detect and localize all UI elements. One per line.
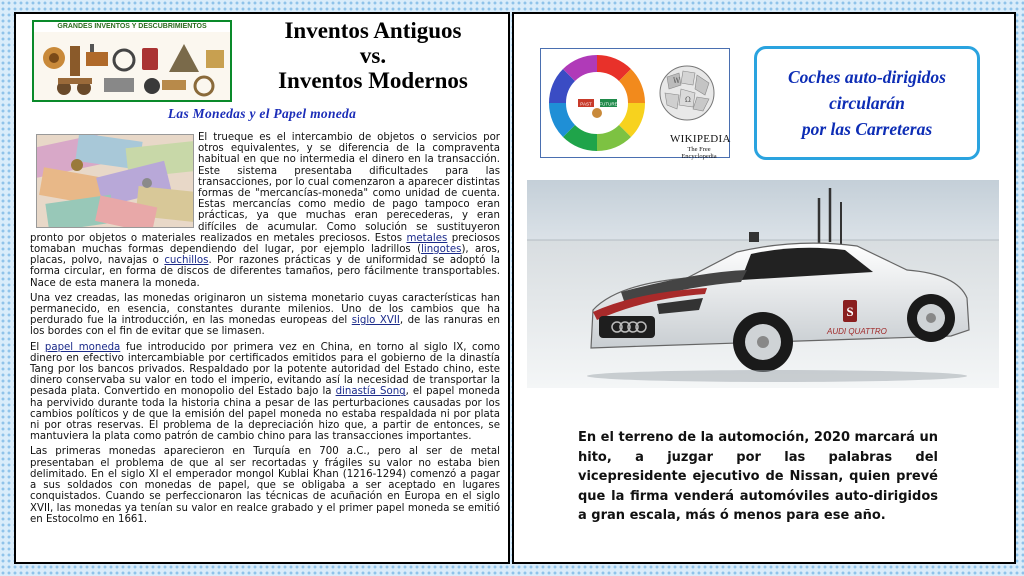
wikipedia-tagline: The Free Encyclopedia	[681, 146, 717, 160]
car-article-text: En el terreno de la automoción, 2020 marcará un hito, a juzgar por las palabras del vicepresidente ejecutivo de Nissan, quien prevé que la firma venderá automóviles auto-dirigidos a gran escala, más ó menos para ese año.	[578, 430, 938, 523]
headline-line-1: Coches auto-dirigidos	[787, 67, 946, 87]
article-paragraph-2: Una vez creadas, las monedas originaron un sistema monetario cuyas características han permanecido, en esencia, constantes durante milenios. Uno de los cambios que ha perdurado fue la introducción, en las monedas europeas del siglo XVII, de las ranuras en los bordes con el fin de evitar que se limasen.	[30, 292, 500, 338]
title-line-3: Inventos Modernos	[278, 68, 468, 93]
svg-text:S: S	[846, 304, 854, 319]
banner-title: GRANDES INVENTOS Y DESCUBRIMIENTOS	[57, 23, 207, 30]
wikipedia-name: WIKIPEDIA	[670, 133, 731, 145]
link-metales[interactable]: metales	[406, 232, 448, 244]
svg-text:Ω: Ω	[685, 96, 691, 104]
headline-box	[754, 46, 980, 160]
title-line-2: vs.	[359, 43, 387, 68]
logo-past-label: PAST	[580, 101, 592, 107]
link-dinastia-song[interactable]: dinastía Song	[335, 386, 406, 398]
car-side-label: AUDI QUATTRO	[827, 327, 887, 336]
link-lingotes[interactable]: lingotes	[421, 244, 462, 256]
article-paragraph-3: El papel moneda fue introducido por primera vez en China, en torno al siglo IX, como dinero en efectivo intercambiable por certificados emitidos para el gobierno de la dinastía Tang por los bancos privados. Respaldado por la potente autoridad del Estado chino, este dinero conservaba su valor en todo el imperio, evitando así la necesidad de transportar la pesada plata. Convertido en monopolio del Estado bajo la dinastía Song, el papel moneda ha pervivido durante toda la historia china a pesar de las perturbaciones causadas por los cambios políticos y de que la emisión del papel moneda no estaba respaldada ni por plata ni por otras reservas. El problema de la depreciación hizo que, a partir de entonces, se mantuviera la plata como patrón de cambio chino para las transacciones importantes.	[30, 341, 501, 443]
inventions-illustration	[34, 32, 230, 100]
inventions-banner-image	[32, 20, 232, 102]
link-papel-moneda[interactable]: papel moneda	[44, 341, 121, 353]
logo-future-label: FUTURE	[599, 101, 618, 107]
article-paragraph-4: Las primeras monedas aparecieron en Turquía en 700 a.C., pero al ser de metal presentaban el problema de que al ser recortadas y frágiles su valor no estaba bien delimitado. En el siglo XI el emperador mongol Kublai Khan (1216-1294) comenzó a pagar a sus soldados con monedas de papel, que se obligaba a ser aceptado en lugares conquistados. Cuando se perfeccionaron las técnicas de acuñación en Europa en el siglo XVII, las monedas ya tenían su valor en realce grabado y el primer papel moneda se emitió en Estocolmo en 1661.	[30, 446, 500, 525]
wikipedia-wordmark	[670, 133, 731, 160]
link-cuchillos[interactable]: cuchillos	[164, 255, 209, 267]
section-subtitle: Las Monedas y el Papel moneda	[167, 106, 357, 121]
page-title	[242, 18, 504, 93]
link-siglo-xvii[interactable]: siglo XVII	[351, 315, 400, 327]
right-page	[512, 12, 1016, 564]
headline-line-3: por las Carreteras	[801, 119, 933, 139]
self-driving-car-photo	[527, 180, 999, 388]
headline-line-2: circularán	[829, 93, 905, 113]
left-page	[14, 12, 510, 564]
headline	[788, 64, 946, 142]
article-paragraph-1: El trueque es el intercambio de objetos o servicios por otros equivalentes, y se diferencia de la compraventa habitual en que no intermedia el dinero en la transacción. Este sistema presentaba dificultades para las transacciones, por lo cual comenzaron a aparecer distintas formas de "mercancías-moneda" como unidad de cuenta. Estas mercancías como medio de pago tampoco eran prácticas, ya que muchas eran perecederas, y eran difíciles de acumular. Como solución se sustituyeron pronto por objetos o materiales realizados en metales preciosos. Estos metales preciosos tomaban muchas formas dependiendo del lugar, por ejemplo ladrillos (lingotes), aros, placas, polvo, navajas o cuchillos. Por razones prácticas y de uniformidad se adoptó la forma circular, en forma de discos de diferentes tamaños, pero fácilmente transportables. Nace de esta manera la moneda.	[30, 132, 500, 289]
svg-text:W: W	[673, 77, 681, 85]
title-line-1: Inventos Antiguos	[284, 18, 462, 43]
wikipedia-globe-icon	[660, 66, 714, 120]
coins-article	[30, 132, 500, 529]
logos-box	[540, 48, 730, 158]
